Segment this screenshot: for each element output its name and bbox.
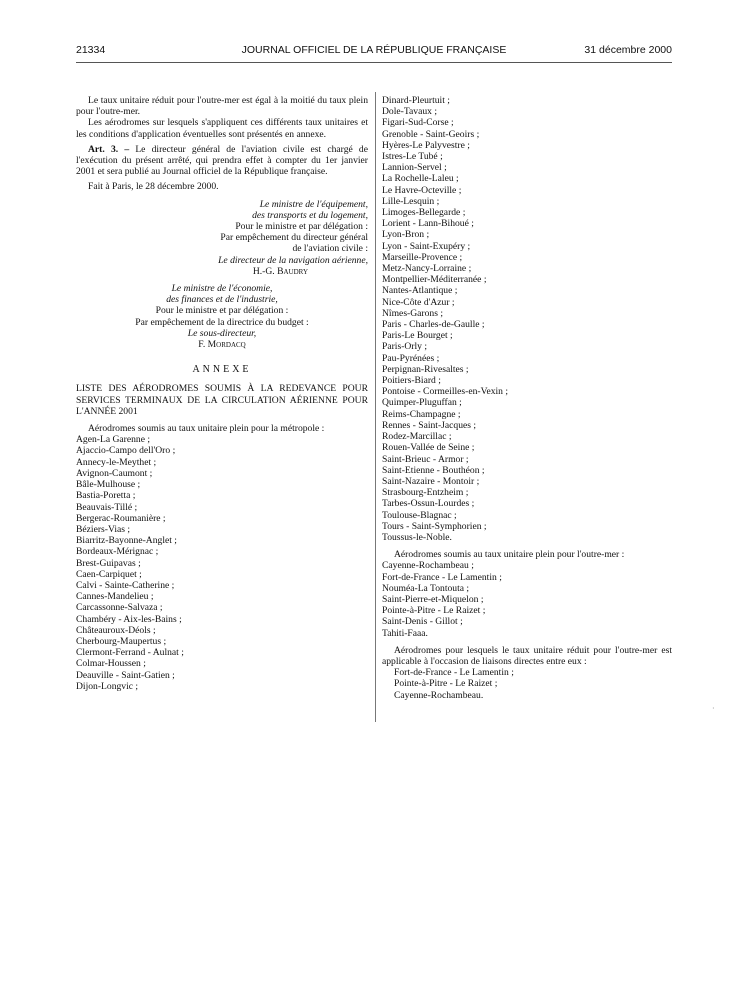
- list-item: Toussus-le-Noble.: [382, 531, 452, 543]
- sig2-name: F. Mordacq: [198, 339, 246, 351]
- list-item: Dole-Tavaux ;: [382, 106, 438, 118]
- list-item: Montpellier-Méditerranée ;: [382, 274, 487, 286]
- list-item: Bordeaux-Mérignac ;: [76, 546, 159, 558]
- list-item: Paris - Charles-de-Gaulle ;: [382, 319, 485, 331]
- list-item: Nîmes-Garons ;: [382, 307, 444, 319]
- list-item: Béziers-Vias ;: [76, 523, 131, 535]
- metropole-list-left: [76, 434, 368, 692]
- list-item: Ajaccio-Campo dell'Oro ;: [76, 445, 176, 457]
- list-item: Carcassonne-Salvaza ;: [76, 602, 163, 614]
- list-item: Paris-Le Bourget ;: [382, 330, 453, 342]
- sig2-title-2: des finances et de l'industrie,: [166, 294, 278, 306]
- list-item: Grenoble - Saint-Geoirs ;: [382, 128, 480, 140]
- list-item: Hyères-Le Palyvestre ;: [382, 139, 470, 151]
- reduit-heading: Aérodromes pour lesquels le taux unitaire réduit pour l'outre-mer est applicable à l'occasion de liaisons directes entre eux :: [382, 644, 672, 667]
- list-item: Toulouse-Blagnac ;: [382, 509, 457, 521]
- list-item: Le Havre-Octeville ;: [382, 184, 462, 196]
- list-item: Caen-Carpiquet ;: [76, 568, 142, 580]
- column-divider: [375, 92, 376, 722]
- list-item: Chambéry - Aix-les-Bains ;: [76, 613, 182, 625]
- sig1-aviation: de l'aviation civile :: [292, 243, 368, 255]
- list-item: Rodez-Marcillac ;: [382, 431, 452, 443]
- list-item: Calvi - Sainte-Catherine ;: [76, 579, 175, 591]
- annexe-list-title: LISTE DES AÉRODROMES SOUMIS À LA REDEVANCE POUR SERVICES TERMINAUX DE LA CIRCULATION AÉRIENNE POUR L'ANNÉE 2001: [76, 383, 368, 417]
- list-item: Pointe-à-Pitre - Le Raizet ;: [394, 678, 498, 690]
- list-item: Biarritz-Bayonne-Anglet ;: [76, 535, 177, 547]
- sig2-sous-directeur: Le sous-directeur,: [187, 327, 257, 339]
- list-item: Deauville - Saint-Gatien ;: [76, 669, 175, 681]
- list-item: Pontoise - Cormeilles-en-Vexin ;: [382, 386, 509, 398]
- sig1-delegation: Pour le ministre et par délégation :: [235, 221, 368, 233]
- paragraph-aerodromes-annexe: Les aérodromes sur lesquels s'appliquent ces différents taux unitaires et les conditions d'application éventuelles sont présentés en annexe.: [76, 117, 368, 140]
- sig2-title-1: Le ministre de l'économie,: [171, 283, 273, 295]
- list-item: Strasbourg-Entzheim ;: [382, 487, 469, 499]
- list-item: Saint-Brieuc - Armor ;: [382, 453, 469, 465]
- list-item: Reims-Champagne ;: [382, 408, 461, 420]
- list-item: Saint-Nazaire - Montoir ;: [382, 475, 480, 487]
- list-item: Lille-Lesquin ;: [382, 195, 440, 207]
- right-column: [382, 95, 672, 701]
- article-3: [76, 144, 368, 178]
- list-item: Nice-Côte d'Azur ;: [382, 296, 455, 308]
- paragraph-taux-reduit: Le taux unitaire réduit pour l'outre-mer est égal à la moitié du taux plein pour l'outre-mer.: [76, 95, 368, 118]
- header-rule: [76, 62, 672, 63]
- article-3-label: Art. 3. –: [88, 143, 130, 155]
- list-item: Poitiers-Biard ;: [382, 375, 441, 387]
- sig1-title-1: Le ministre de l'équipement,: [259, 198, 368, 210]
- list-item: Avignon-Caumont ;: [76, 467, 153, 479]
- list-item: Colmar-Houssen ;: [76, 658, 146, 670]
- margin-mark: ·: [712, 704, 715, 713]
- list-item: Metz-Nancy-Lorraine ;: [382, 263, 472, 275]
- list-item: Perpignan-Rivesaltes ;: [382, 363, 469, 375]
- list-item: Beauvais-Tillé ;: [76, 501, 138, 513]
- list-item: Bâle-Mulhouse ;: [76, 479, 141, 491]
- annexe-heading: ANNEXE: [192, 364, 252, 376]
- list-item: Figari-Sud-Corse ;: [382, 117, 454, 129]
- list-item: Lorient - Lann-Bihoué ;: [382, 218, 474, 230]
- issue-date: 31 décembre 2000: [584, 44, 672, 56]
- page-number: 21334: [76, 44, 106, 56]
- list-item: Marseille-Provence ;: [382, 251, 463, 263]
- list-item: Saint-Etienne - Bouthéon ;: [382, 464, 485, 476]
- sig2-empechement: Par empêchement de la directrice du budget :: [135, 316, 309, 328]
- list-item: Cayenne-Rochambeau ;: [382, 560, 474, 572]
- list-item: Nantes-Atlantique ;: [382, 285, 458, 297]
- list-item: Cayenne-Rochambeau.: [394, 689, 484, 701]
- list-item: Bergerac-Roumanière ;: [76, 512, 166, 524]
- sig2-delegation: Pour le ministre et par délégation :: [155, 305, 289, 317]
- list-item: Pointe-à-Pitre - Le Raizet ;: [382, 605, 486, 617]
- metropole-heading: Aérodromes soumis au taux unitaire plein pour la métropole :: [88, 423, 325, 435]
- list-item: Rouen-Vallée de Seine ;: [382, 442, 475, 454]
- sig1-directeur: Le directeur de la navigation aérienne,: [218, 254, 368, 266]
- list-item: Clermont-Ferrand - Aulnat ;: [76, 647, 184, 659]
- list-item: Saint-Denis - Gillot ;: [382, 616, 463, 628]
- list-item: Châteauroux-Déols ;: [76, 624, 156, 636]
- outremer-list: [382, 560, 672, 638]
- list-item: Fort-de-France - Le Lamentin ;: [394, 667, 514, 679]
- outremer-heading: Aérodromes soumis au taux unitaire plein pour l'outre-mer :: [394, 549, 625, 561]
- list-item: Bastia-Poretta ;: [76, 490, 136, 502]
- left-column: [76, 95, 368, 692]
- sig1-title-2: des transports et du logement,: [252, 209, 368, 221]
- sig1-name: H.-G. Baudry: [252, 265, 308, 277]
- reduit-list: [382, 667, 672, 701]
- list-item: Limoges-Bellegarde ;: [382, 207, 466, 219]
- list-item: Annecy-le-Meythet ;: [76, 456, 157, 468]
- list-item: Brest-Guipavas ;: [76, 557, 141, 569]
- list-item: Paris-Orly ;: [382, 341, 428, 353]
- list-item: Agen-La Garenne ;: [76, 434, 151, 446]
- list-item: Cherbourg-Maupertus ;: [76, 635, 167, 647]
- page-header: [76, 44, 672, 60]
- list-item: Lyon-Bron ;: [382, 229, 430, 241]
- list-item: Saint-Pierre-et-Miquelon ;: [382, 593, 484, 605]
- sig1-empechement: Par empêchement du directeur général: [220, 232, 368, 244]
- list-item: Fort-de-France - Le Lamentin ;: [382, 571, 502, 583]
- list-item: Cannes-Mandelieu ;: [76, 591, 154, 603]
- signature-block-equipement: [76, 199, 368, 277]
- list-item: Rennes - Saint-Jacques ;: [382, 419, 477, 431]
- list-item: Tahiti-Faaa.: [382, 627, 428, 639]
- signature-block-economie: [76, 283, 368, 350]
- list-item: Tarbes-Ossun-Lourdes ;: [382, 498, 475, 510]
- fait-a-paris: Fait à Paris, le 28 décembre 2000.: [88, 181, 219, 193]
- journal-title: JOURNAL OFFICIEL DE LA RÉPUBLIQUE FRANÇAISE: [241, 44, 507, 56]
- article-3-text: Le directeur général de l'aviation civile est chargé de l'exécution du présent arrêté, qui prendra effet à compter du 1er janvier 2001 et sera publié au Journal officiel de la République française.: [76, 143, 368, 178]
- list-item: Quimper-Pluguffan ;: [382, 397, 462, 409]
- list-item: La Rochelle-Laleu ;: [382, 173, 459, 185]
- list-item: Nouméa-La Tontouta ;: [382, 582, 470, 594]
- list-item: Lyon - Saint-Exupéry ;: [382, 240, 471, 252]
- list-item: Tours - Saint-Symphorien ;: [382, 520, 487, 532]
- list-item: Dinard-Pleurtuit ;: [382, 95, 450, 106]
- metropole-list-right: [382, 95, 672, 543]
- list-item: Dijon-Longvic ;: [76, 680, 139, 692]
- list-item: Lannion-Servel ;: [382, 162, 447, 174]
- list-item: Pau-Pyrénées ;: [382, 352, 440, 364]
- list-item: Istres-Le Tubé ;: [382, 151, 443, 163]
